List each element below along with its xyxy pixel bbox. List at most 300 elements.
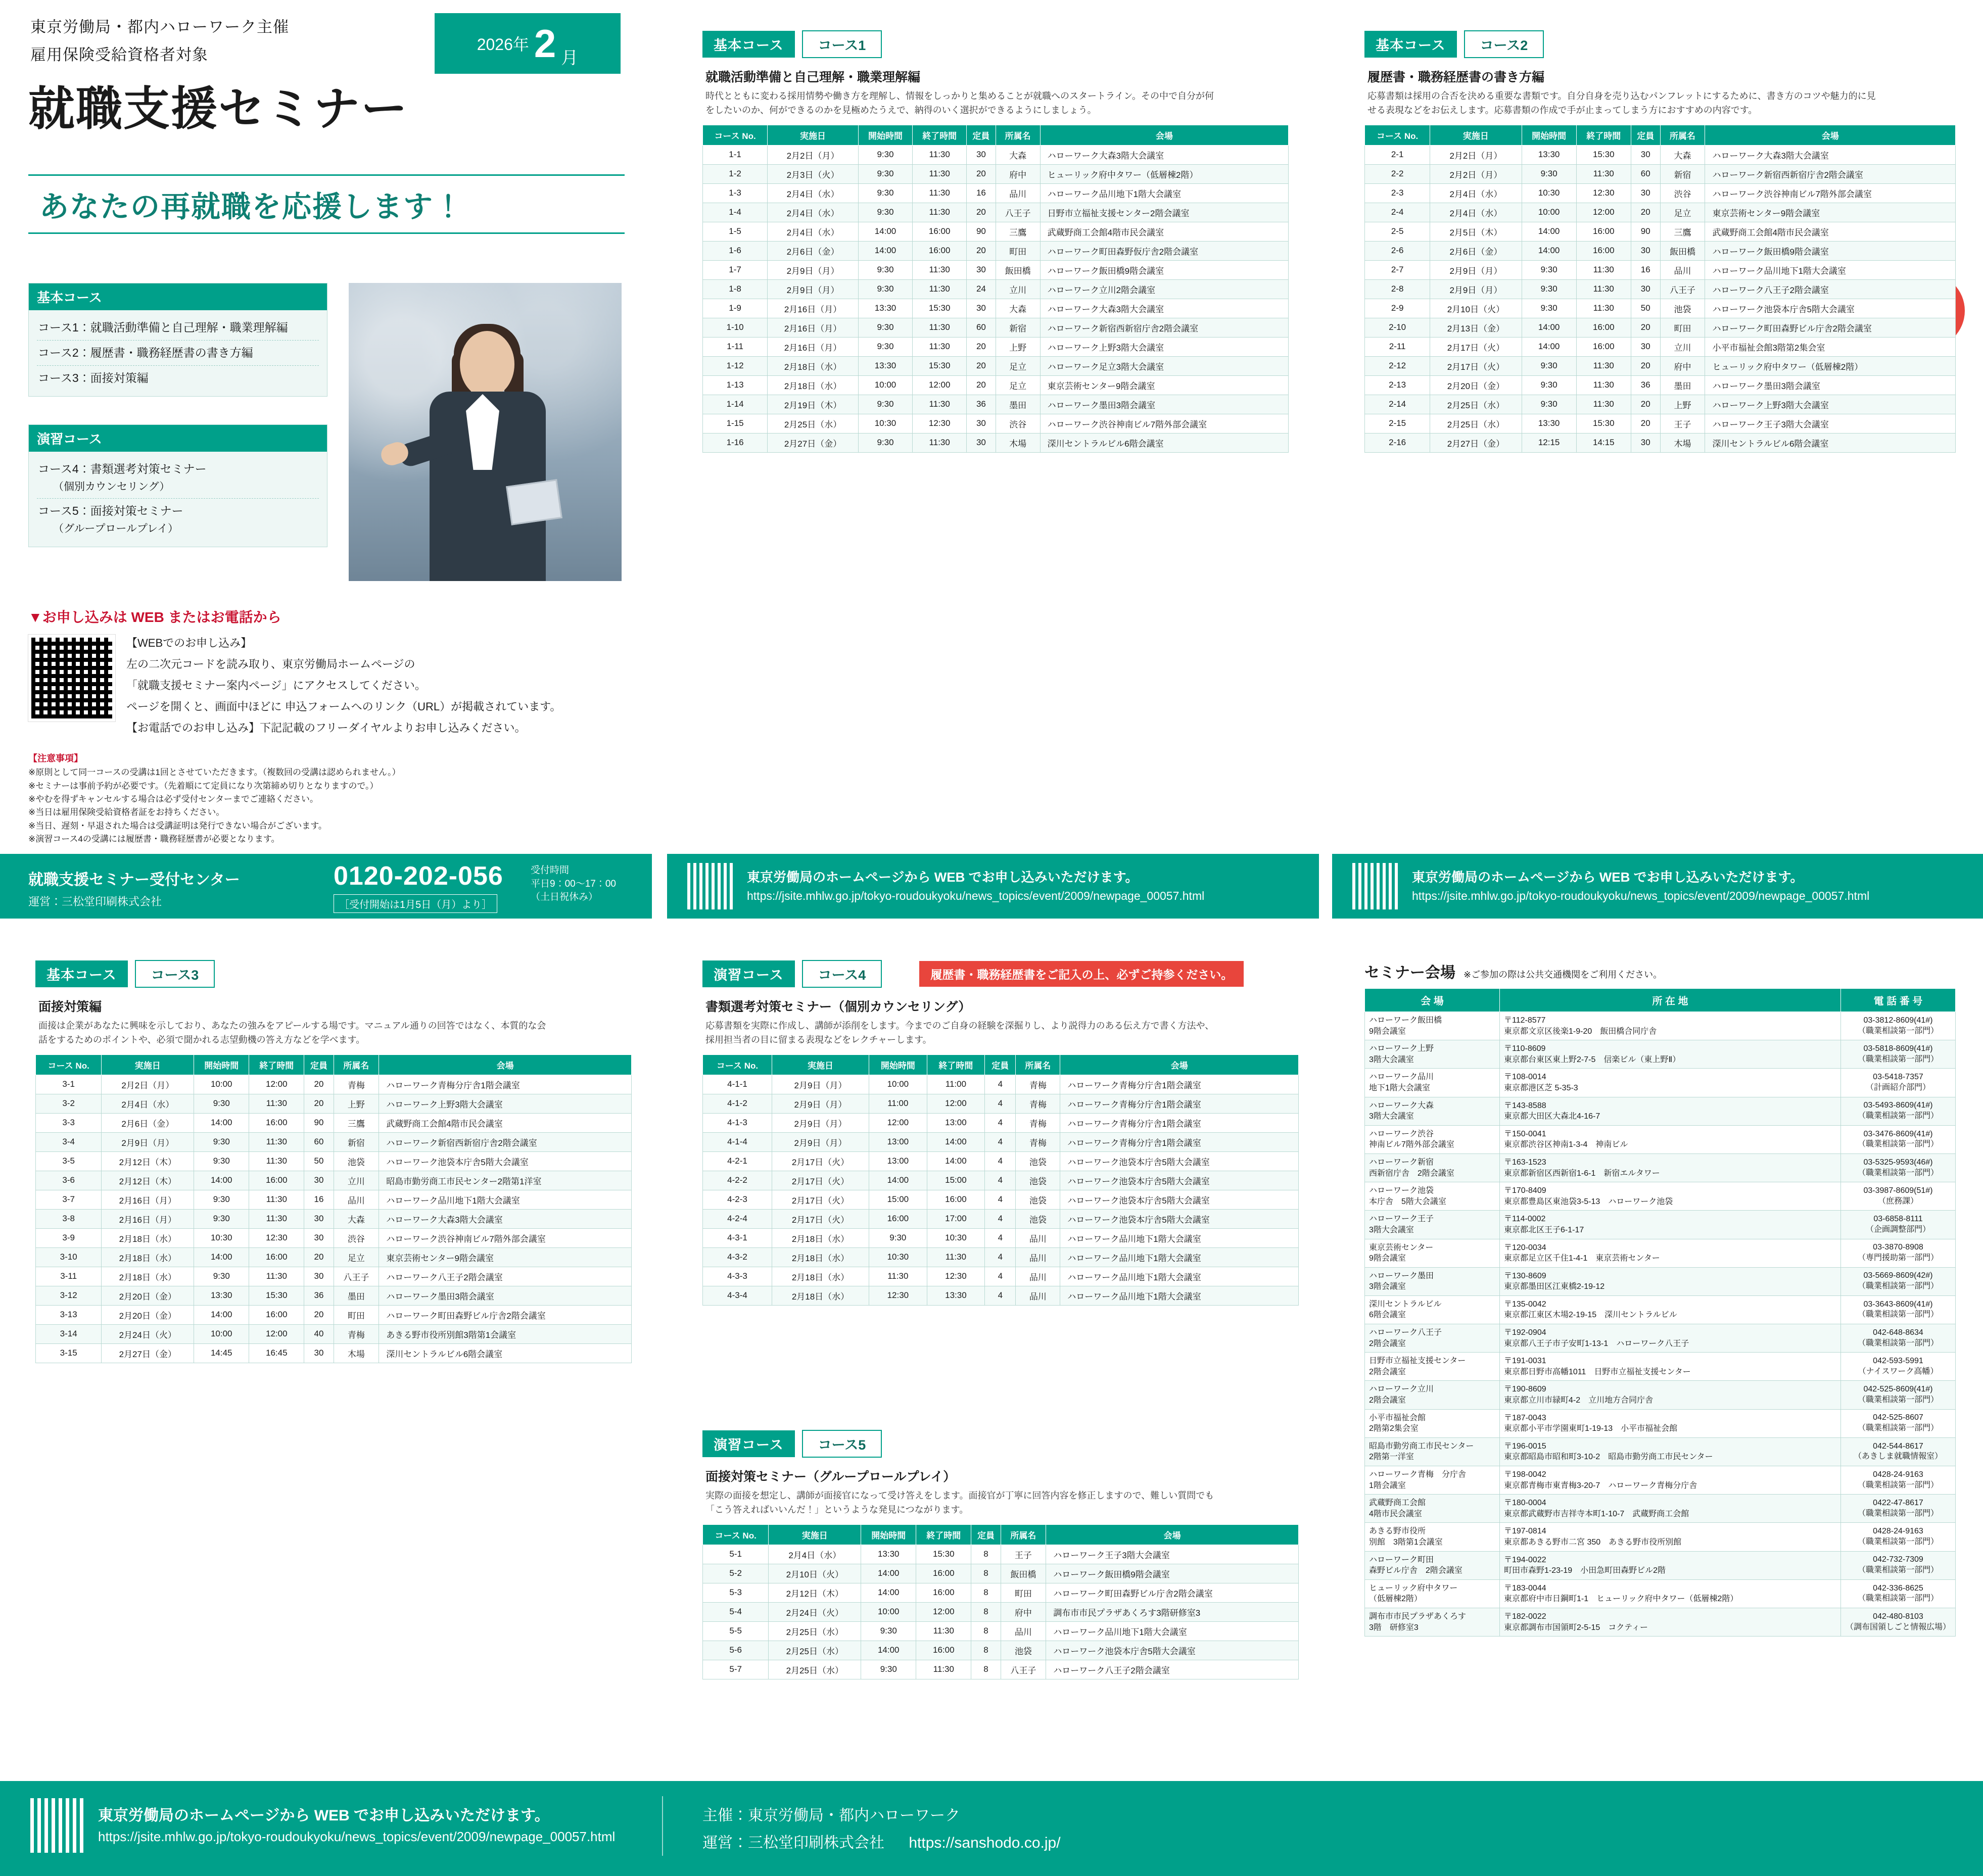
venue-name: 日野市立福祉支援センター 2階会議室 xyxy=(1365,1353,1500,1381)
table-cell: 2月2日（月） xyxy=(1430,145,1522,164)
table-cell: 2月10日（火） xyxy=(1430,299,1522,318)
table-cell: 5-6 xyxy=(703,1641,769,1660)
venue-row xyxy=(1365,1012,1956,1040)
table-cell: 36 xyxy=(967,395,996,414)
table-row xyxy=(703,145,1289,164)
venue-name: ハローワーク青梅 分庁舎 1階会議室 xyxy=(1365,1466,1500,1495)
venue-address: 〒163-1523 東京都新宿区西新宿1-6-1 新宿エルタワー xyxy=(1500,1153,1841,1182)
table-cell: 2月27日（金） xyxy=(1430,433,1522,452)
table-cell: 青梅 xyxy=(1016,1094,1060,1113)
apply-line: ページを開くと、画面中ほどに 申込フォームへのリンク（URL）が掲載されています。 xyxy=(126,700,561,713)
table-cell: 20 xyxy=(967,356,996,375)
table-col-6: 会場 xyxy=(379,1054,632,1075)
table-cell: ハローワーク大森3階大会議室 xyxy=(1705,145,1956,164)
table-cell: 立川 xyxy=(996,279,1040,299)
footer-web-url[interactable]: https://jsite.mhlw.go.jp/tokyo-roudoukyoku/news_topics/event/2009/newpage_00057.html xyxy=(98,1829,616,1844)
table-cell: ハローワーク品川地下1階大会議室 xyxy=(1046,1621,1299,1641)
table-col-1: 実施日 xyxy=(102,1054,194,1075)
venue-name: ハローワーク立川 2階会議室 xyxy=(1365,1381,1500,1409)
table-cell: 12:00 xyxy=(869,1113,927,1132)
table-cell: ハローワーク池袋本庁舎5階大会議室 xyxy=(1060,1151,1299,1171)
venue-row xyxy=(1365,1097,1956,1125)
table-cell: 2月18日（水） xyxy=(772,1228,869,1247)
table-row xyxy=(703,395,1289,414)
course-5-section xyxy=(702,1430,1299,1679)
table-row xyxy=(703,203,1289,222)
web-band-url[interactable]: https://jsite.mhlw.go.jp/tokyo-roudoukyoku/news_topics/event/2009/newpage_00057.html xyxy=(747,889,1205,903)
table-row xyxy=(703,337,1289,356)
table-cell: 10:00 xyxy=(1522,203,1576,222)
table-cell: 2月9日（月） xyxy=(772,1094,869,1113)
table-cell: 2-15 xyxy=(1365,414,1430,433)
table-cell: 2月4日（水） xyxy=(102,1094,194,1113)
table-cell: 8 xyxy=(971,1602,1001,1621)
table-cell: 10:30 xyxy=(194,1228,249,1247)
venue-name: ハローワーク池袋 本庁舎 5階大会議室 xyxy=(1365,1182,1500,1211)
table-cell: 30 xyxy=(304,1228,334,1247)
venue-address: 〒197-0814 東京都あきる野市二宮 350 あきる野市役所別館 xyxy=(1500,1523,1841,1551)
course-badge: 基本コース xyxy=(702,31,795,58)
table-cell: 品川 xyxy=(334,1190,379,1209)
table-row xyxy=(703,164,1289,183)
course-5-badges xyxy=(702,1430,1299,1458)
table-cell: 1-1 xyxy=(703,145,768,164)
basic-course-head: 基本コース xyxy=(29,283,327,310)
table-cell: 2月4日（水） xyxy=(768,183,859,203)
table-cell: 9:30 xyxy=(194,1190,249,1209)
table-cell: 2月18日（水） xyxy=(102,1267,194,1286)
table-cell: ハローワーク池袋本庁舎5階大会議室 xyxy=(1060,1209,1299,1228)
table-row xyxy=(1365,375,1956,395)
table-cell: 14:00 xyxy=(861,1583,916,1602)
venue-row xyxy=(1365,1182,1956,1211)
table-cell: 16:00 xyxy=(916,1641,971,1660)
table-cell: 2-1 xyxy=(1365,145,1430,164)
table-cell: ハローワーク池袋本庁舎5階大会議室 xyxy=(1060,1190,1299,1209)
table-cell: 2月10日（火） xyxy=(769,1564,861,1583)
target-audience: 雇用保険受給資格者対象 xyxy=(30,46,208,64)
apply-line: 「就職支援セミナー案内ページ」にアクセスしてください。 xyxy=(126,679,426,692)
table-row xyxy=(36,1132,632,1151)
exercise-course-items xyxy=(29,452,327,547)
table-cell: 15:30 xyxy=(1576,145,1631,164)
table-cell: 14:00 xyxy=(861,1641,916,1660)
table-row xyxy=(703,1660,1299,1679)
footer-credits xyxy=(702,1802,1061,1857)
table-cell: 11:30 xyxy=(913,279,967,299)
table-row xyxy=(1365,414,1956,433)
course-number: コース2 xyxy=(1464,30,1544,58)
table-cell: 10:30 xyxy=(1522,183,1576,203)
table-cell: 30 xyxy=(1631,337,1660,356)
table-cell: 4-1-2 xyxy=(703,1094,772,1113)
venue-name: 武蔵野商工会館 4階市民会議室 xyxy=(1365,1495,1500,1523)
table-cell: 昭島市勤労商工市民センター2階第1洋室 xyxy=(379,1171,632,1190)
table-cell: 2月6日（金） xyxy=(1430,241,1522,260)
table-cell: 11:30 xyxy=(916,1621,971,1641)
table-cell: 5-3 xyxy=(703,1583,769,1602)
table-cell: 13:00 xyxy=(927,1113,985,1132)
month-suffix: 月 xyxy=(561,49,579,68)
course-3-badges xyxy=(35,960,632,988)
venue-row xyxy=(1365,1353,1956,1381)
table-cell: ハローワーク品川地下1階大会議室 xyxy=(1705,260,1956,279)
table-row xyxy=(1365,145,1956,164)
table-col-0: コース No. xyxy=(1365,125,1430,145)
venue-row xyxy=(1365,1551,1956,1579)
table-col-5: 所属名 xyxy=(996,125,1040,145)
table-cell: ハローワーク上野3階大会議室 xyxy=(1040,337,1288,356)
table-cell: 品川 xyxy=(1001,1621,1046,1641)
table-cell: 30 xyxy=(967,260,996,279)
footer-operator: 運営：三松堂印刷株式会社 xyxy=(702,1835,884,1851)
table-cell: 9:30 xyxy=(1522,164,1576,183)
table-cell: 40 xyxy=(304,1324,334,1343)
apply-notes xyxy=(28,752,630,846)
venue-row xyxy=(1365,1466,1956,1495)
list-item xyxy=(37,457,319,499)
table-cell: 2月20日（金） xyxy=(102,1286,194,1305)
table-cell: 品川 xyxy=(1016,1267,1060,1286)
table-row xyxy=(703,1075,1299,1094)
table-cell: 2-11 xyxy=(1365,337,1430,356)
table-cell: 13:00 xyxy=(869,1132,927,1151)
table-cell: 2月12日（木） xyxy=(769,1583,861,1602)
table-cell: 60 xyxy=(1631,164,1660,183)
table-cell: 13:30 xyxy=(1522,414,1576,433)
table-cell: 立川 xyxy=(334,1171,379,1190)
course-4-badges xyxy=(702,960,1299,988)
web-band-right[interactable] xyxy=(1332,854,1983,919)
note-line: ※当日、遅刻・早退された場合は受講証明は発行できない場合がございます。 xyxy=(28,821,327,831)
table-cell: 4 xyxy=(985,1286,1016,1305)
table-cell: 深川セントラルビル6階会議室 xyxy=(379,1343,632,1363)
table-row xyxy=(1365,356,1956,375)
table-cell: 墨田 xyxy=(1660,375,1705,395)
table-cell: 2月18日（水） xyxy=(768,356,859,375)
course-number: コース4 xyxy=(802,960,882,988)
table-cell: 3-12 xyxy=(36,1286,102,1305)
table-cell: 2月25日（水） xyxy=(769,1660,861,1679)
venue-phone: 042-544-8617 （あきしま就職情報室） xyxy=(1841,1437,1956,1466)
venue-address: 〒114-0002 東京都北区王子6-1-17 xyxy=(1500,1211,1841,1239)
course-desc: 応募書類を実際に作成し、講師が添削をします。今までのご自身の経験を深掘りし、より説得力のある伝え方で書く方法や、採用担当者の目に留まる表現などをレクチャーします。 xyxy=(705,1021,1214,1045)
table-col-1: 実施日 xyxy=(1430,125,1522,145)
table-cell: ハローワーク飯田橋9階会議室 xyxy=(1705,241,1956,260)
venue-row xyxy=(1365,1069,1956,1097)
table-cell: 20 xyxy=(1631,203,1660,222)
course-3-section xyxy=(35,960,632,1363)
course-desc: 実際の面接を想定し、講師が面接官になって受け答えをします。面接官が丁寧に回答内容を修正しますので、難しい質問でも「こう答えればいいんだ！」というような発見につながります。 xyxy=(705,1490,1214,1515)
table-cell: 三鷹 xyxy=(334,1113,379,1132)
course-number: コース5 xyxy=(802,1430,882,1458)
table-cell: 小平市福祉会館3階第2集会室 xyxy=(1705,337,1956,356)
table-cell: 90 xyxy=(1631,222,1660,241)
table-cell: 11:30 xyxy=(249,1132,304,1151)
web-band-middle[interactable] xyxy=(667,854,1319,919)
table-cell: 11:30 xyxy=(913,433,967,452)
exercise-course-head: 演習コース xyxy=(29,425,327,452)
table-cell: 2-3 xyxy=(1365,183,1430,203)
table-row xyxy=(1365,241,1956,260)
table-cell: あきる野市役所別館3階第1会議室 xyxy=(379,1324,632,1343)
table-cell: 4-1-4 xyxy=(703,1132,772,1151)
table-cell: 2-5 xyxy=(1365,222,1430,241)
course-title: 面接対策編 xyxy=(38,1000,102,1014)
table-row xyxy=(703,1247,1299,1267)
table-cell: 20 xyxy=(304,1094,334,1113)
table-cell: 14:00 xyxy=(927,1151,985,1171)
table-cell: 9:30 xyxy=(1522,395,1576,414)
venue-phone: 042-593-5991 （ナイスワーク高幡） xyxy=(1841,1353,1956,1381)
venue-name: ハローワーク墨田 3階会議室 xyxy=(1365,1267,1500,1295)
table-cell: 16 xyxy=(1631,260,1660,279)
venue-phone: 03-5418-7357 （計画紹介部門） xyxy=(1841,1069,1956,1097)
table-cell: 青梅 xyxy=(1016,1075,1060,1094)
venue-phone: 042-648-8634 （職業相談第一部門） xyxy=(1841,1324,1956,1353)
note-line: ※セミナーは事前予約が必要です。（先着順にて定員になり次第締め切りとなりますので。） xyxy=(28,781,379,791)
table-cell: 20 xyxy=(967,241,996,260)
table-cell: 3-2 xyxy=(36,1094,102,1113)
table-cell: ハローワーク八王子2階会議室 xyxy=(1046,1660,1299,1679)
table-cell: ヒューリック府中タワー（低層棟2階） xyxy=(1040,164,1288,183)
table-cell: 飯田橋 xyxy=(996,260,1040,279)
table-cell: 東京芸術センター9階会議室 xyxy=(379,1247,632,1267)
table-cell: 品川 xyxy=(1016,1247,1060,1267)
table-cell: ハローワーク品川地下1階大会議室 xyxy=(1060,1267,1299,1286)
table-cell: 50 xyxy=(1631,299,1660,318)
venue-row xyxy=(1365,1295,1956,1324)
course-title: 履歴書・職務経歴書の書き方編 xyxy=(1367,70,1545,84)
venue-phone: 042-525-8607 （職業相談第一部門） xyxy=(1841,1409,1956,1437)
table-cell: 4-3-4 xyxy=(703,1286,772,1305)
table-row xyxy=(36,1267,632,1286)
table-row xyxy=(36,1151,632,1171)
venue-name: ハローワーク新宿 西新宿庁舎 2階会議室 xyxy=(1365,1153,1500,1182)
table-cell: 三鷹 xyxy=(996,222,1040,241)
table-cell: 町田 xyxy=(996,241,1040,260)
table-cell: 1-16 xyxy=(703,433,768,452)
table-cell: 池袋 xyxy=(1016,1190,1060,1209)
table-cell: 9:30 xyxy=(1522,299,1576,318)
footer-operator-url[interactable]: https://sanshodo.co.jp/ xyxy=(909,1835,1061,1851)
table-cell: 11:30 xyxy=(249,1094,304,1113)
poster-header xyxy=(0,0,652,138)
table-cell: ハローワーク青梅分庁舎1階会議室 xyxy=(1060,1075,1299,1094)
table-cell: 12:30 xyxy=(913,414,967,433)
table-cell: 八王子 xyxy=(1660,279,1705,299)
venue-name: ハローワーク渋谷 神南ビル7階外部会議室 xyxy=(1365,1125,1500,1153)
table-row xyxy=(703,1267,1299,1286)
table-cell: 町田 xyxy=(334,1305,379,1324)
list-item-main: コース5：面接対策セミナー xyxy=(38,504,183,518)
table-cell: 13:30 xyxy=(858,356,912,375)
table-row xyxy=(1365,279,1956,299)
footer-web[interactable] xyxy=(30,1798,615,1853)
table-cell: 16:45 xyxy=(249,1343,304,1363)
table-col-0: コース No. xyxy=(703,125,768,145)
table-cell: ハローワーク渋谷神南ビル7階外部会議室 xyxy=(1040,414,1288,433)
venue-address: 〒180-0004 東京都武蔵野市吉祥寺本町1-10-7 武蔵野商工会館 xyxy=(1500,1495,1841,1523)
table-cell: 3-11 xyxy=(36,1267,102,1286)
table-cell: 新宿 xyxy=(996,318,1040,337)
table-cell: 13:30 xyxy=(194,1286,249,1305)
table-row xyxy=(703,1602,1299,1621)
venue-phone: 03-3643-8609(41#) （職業相談第一部門） xyxy=(1841,1295,1956,1324)
table-cell: 1-4 xyxy=(703,203,768,222)
table-cell: 11:30 xyxy=(913,318,967,337)
table-cell: 2月12日（木） xyxy=(102,1171,194,1190)
table-cell: 8 xyxy=(971,1621,1001,1641)
table-col-0: コース No. xyxy=(703,1524,769,1545)
table-row xyxy=(703,1641,1299,1660)
table-cell: 2-2 xyxy=(1365,164,1430,183)
table-cell: 1-12 xyxy=(703,356,768,375)
qr-code-icon[interactable] xyxy=(28,635,115,721)
table-cell: ハローワーク新宿西新宿庁舎2階会議室 xyxy=(379,1132,632,1151)
table-cell: 2月4日（水） xyxy=(769,1545,861,1564)
venue-address: 〒198-0042 東京都青梅市東青梅3-20-7 ハローワーク青梅分庁舎 xyxy=(1500,1466,1841,1495)
table-cell: 3-15 xyxy=(36,1343,102,1363)
table-row xyxy=(36,1209,632,1228)
table-header-row xyxy=(703,125,1289,145)
table-cell: 調布市市民プラザあくろす3階研修室3 xyxy=(1046,1602,1299,1621)
venue-name: 調布市市民プラザあくろす 3階 研修室3 xyxy=(1365,1608,1500,1636)
course-2-section xyxy=(1364,30,1956,453)
table-cell: 15:00 xyxy=(927,1171,985,1190)
table-cell: 60 xyxy=(967,318,996,337)
table-cell: 20 xyxy=(1631,356,1660,375)
qr-code-icon[interactable] xyxy=(30,1798,85,1853)
table-cell: 青梅 xyxy=(1016,1113,1060,1132)
table-cell: 4 xyxy=(985,1132,1016,1151)
venue-row xyxy=(1365,1437,1956,1466)
venue-row xyxy=(1365,1267,1956,1295)
table-body xyxy=(703,145,1289,452)
table-cell: ハローワーク墨田3階会議室 xyxy=(1705,375,1956,395)
venue-phone: 03-3987-8609(51#) （庶務課） xyxy=(1841,1182,1956,1211)
table-cell: 4-2-4 xyxy=(703,1209,772,1228)
table-cell: 11:30 xyxy=(1576,279,1631,299)
contact-phone[interactable]: 0120-202-056 xyxy=(334,861,503,891)
table-cell: 16:00 xyxy=(913,241,967,260)
table-row xyxy=(703,1171,1299,1190)
table-cell: 11:30 xyxy=(1576,395,1631,414)
hours-label: 受付時間 xyxy=(531,865,570,876)
table-cell: ハローワーク品川地下1階大会議室 xyxy=(1060,1286,1299,1305)
table-cell: 2月25日（水） xyxy=(769,1641,861,1660)
table-cell: 14:00 xyxy=(869,1171,927,1190)
venue-address: 〒187-0043 東京都小平市学園東町1-19-13 小平市福祉会館 xyxy=(1500,1409,1841,1437)
table-cell: 16:00 xyxy=(249,1171,304,1190)
table-col-3: 終了時間 xyxy=(1576,125,1631,145)
qr-code-icon[interactable] xyxy=(687,863,734,909)
table-cell: 11:00 xyxy=(927,1075,985,1094)
venue-phone: 042-525-8609(41#) （職業相談第一部門） xyxy=(1841,1381,1956,1409)
venue-title: セミナー会場 xyxy=(1364,965,1455,981)
venue-row xyxy=(1365,1409,1956,1437)
table-cell: 墨田 xyxy=(996,395,1040,414)
table-cell: 9:30 xyxy=(861,1660,916,1679)
table-cell: 16:00 xyxy=(249,1247,304,1267)
table-cell: 2月18日（水） xyxy=(772,1247,869,1267)
course-badge: 基本コース xyxy=(35,960,128,987)
table-col-4: 定員 xyxy=(971,1524,1001,1545)
table-cell: 14:00 xyxy=(194,1113,249,1132)
table-cell: 15:30 xyxy=(913,299,967,318)
table-cell: 30 xyxy=(967,414,996,433)
table-cell: 池袋 xyxy=(1016,1209,1060,1228)
table-cell: 3-5 xyxy=(36,1151,102,1171)
table-cell: 4-1-1 xyxy=(703,1075,772,1094)
table-cell: 11:30 xyxy=(1576,375,1631,395)
table-row xyxy=(36,1305,632,1324)
table-cell: ハローワーク品川地下1階大会議室 xyxy=(1040,183,1288,203)
table-cell: 青梅 xyxy=(334,1075,379,1094)
table-cell: 2月2日（月） xyxy=(102,1075,194,1094)
apply-line: 【WEBでのお申し込み】 xyxy=(126,637,252,649)
table-cell: 4 xyxy=(985,1094,1016,1113)
table-row xyxy=(703,356,1289,375)
table-col-2: 開始時間 xyxy=(861,1524,916,1545)
qr-code-icon[interactable] xyxy=(1352,863,1399,909)
table-row xyxy=(703,375,1289,395)
contact-start-note: ［受付開始は1月5日（月）より］ xyxy=(334,894,497,913)
table-cell: 東京芸術センター9階会議室 xyxy=(1040,375,1288,395)
table-header-row xyxy=(1365,125,1956,145)
table-cell: 11:30 xyxy=(913,164,967,183)
apply-section xyxy=(28,606,630,846)
table-cell: 2月24日（火） xyxy=(769,1602,861,1621)
table-cell: ハローワーク足立3階大会議室 xyxy=(1040,356,1288,375)
venue-phone: 03-5818-8609(41#) （職業相談第一部門） xyxy=(1841,1040,1956,1069)
footer-web-text: 東京労働局のホームページから WEB でお申し込みいただけます。 xyxy=(98,1807,550,1824)
venue-row xyxy=(1365,1579,1956,1608)
table-cell: 20 xyxy=(967,375,996,395)
table-cell: 大森 xyxy=(1660,145,1705,164)
table-cell: 12:00 xyxy=(916,1602,971,1621)
venue-phone: 03-3476-8609(41#) （職業相談第一部門） xyxy=(1841,1125,1956,1153)
table-cell: 木場 xyxy=(334,1343,379,1363)
table-cell: 30 xyxy=(967,299,996,318)
apply-heading: ▼お申し込みは WEB またはお電話から xyxy=(28,609,281,625)
table-cell: 9:30 xyxy=(858,433,912,452)
table-cell: 3-3 xyxy=(36,1113,102,1132)
table-row xyxy=(36,1113,632,1132)
table-cell: ハローワーク上野3階大会議室 xyxy=(1705,395,1956,414)
table-col-4: 定員 xyxy=(967,125,996,145)
table-cell: 大森 xyxy=(996,145,1040,164)
table-cell: 府中 xyxy=(1001,1602,1046,1621)
table-cell: 90 xyxy=(304,1113,334,1132)
apply-text-block xyxy=(126,635,561,741)
table-cell: 4 xyxy=(985,1190,1016,1209)
table-cell: 4-3-1 xyxy=(703,1228,772,1247)
web-band-url[interactable]: https://jsite.mhlw.go.jp/tokyo-roudoukyoku/news_topics/event/2009/newpage_00057.html xyxy=(1412,889,1870,903)
table-col-2: 開始時間 xyxy=(869,1054,927,1075)
table-body xyxy=(36,1075,632,1363)
table-col-5: 所属名 xyxy=(334,1054,379,1075)
table-cell: 9:30 xyxy=(858,203,912,222)
table-cell: 9:30 xyxy=(858,279,912,299)
table-cell: 10:30 xyxy=(869,1247,927,1267)
catchphrase-text: あなたの再就職を応援します！ xyxy=(39,190,464,223)
table-cell: 9:30 xyxy=(858,164,912,183)
table-row xyxy=(703,1209,1299,1228)
table-cell: 14:00 xyxy=(1522,337,1576,356)
venue-name: ハローワーク八王子 2階会議室 xyxy=(1365,1324,1500,1353)
table-cell: 品川 xyxy=(1016,1286,1060,1305)
